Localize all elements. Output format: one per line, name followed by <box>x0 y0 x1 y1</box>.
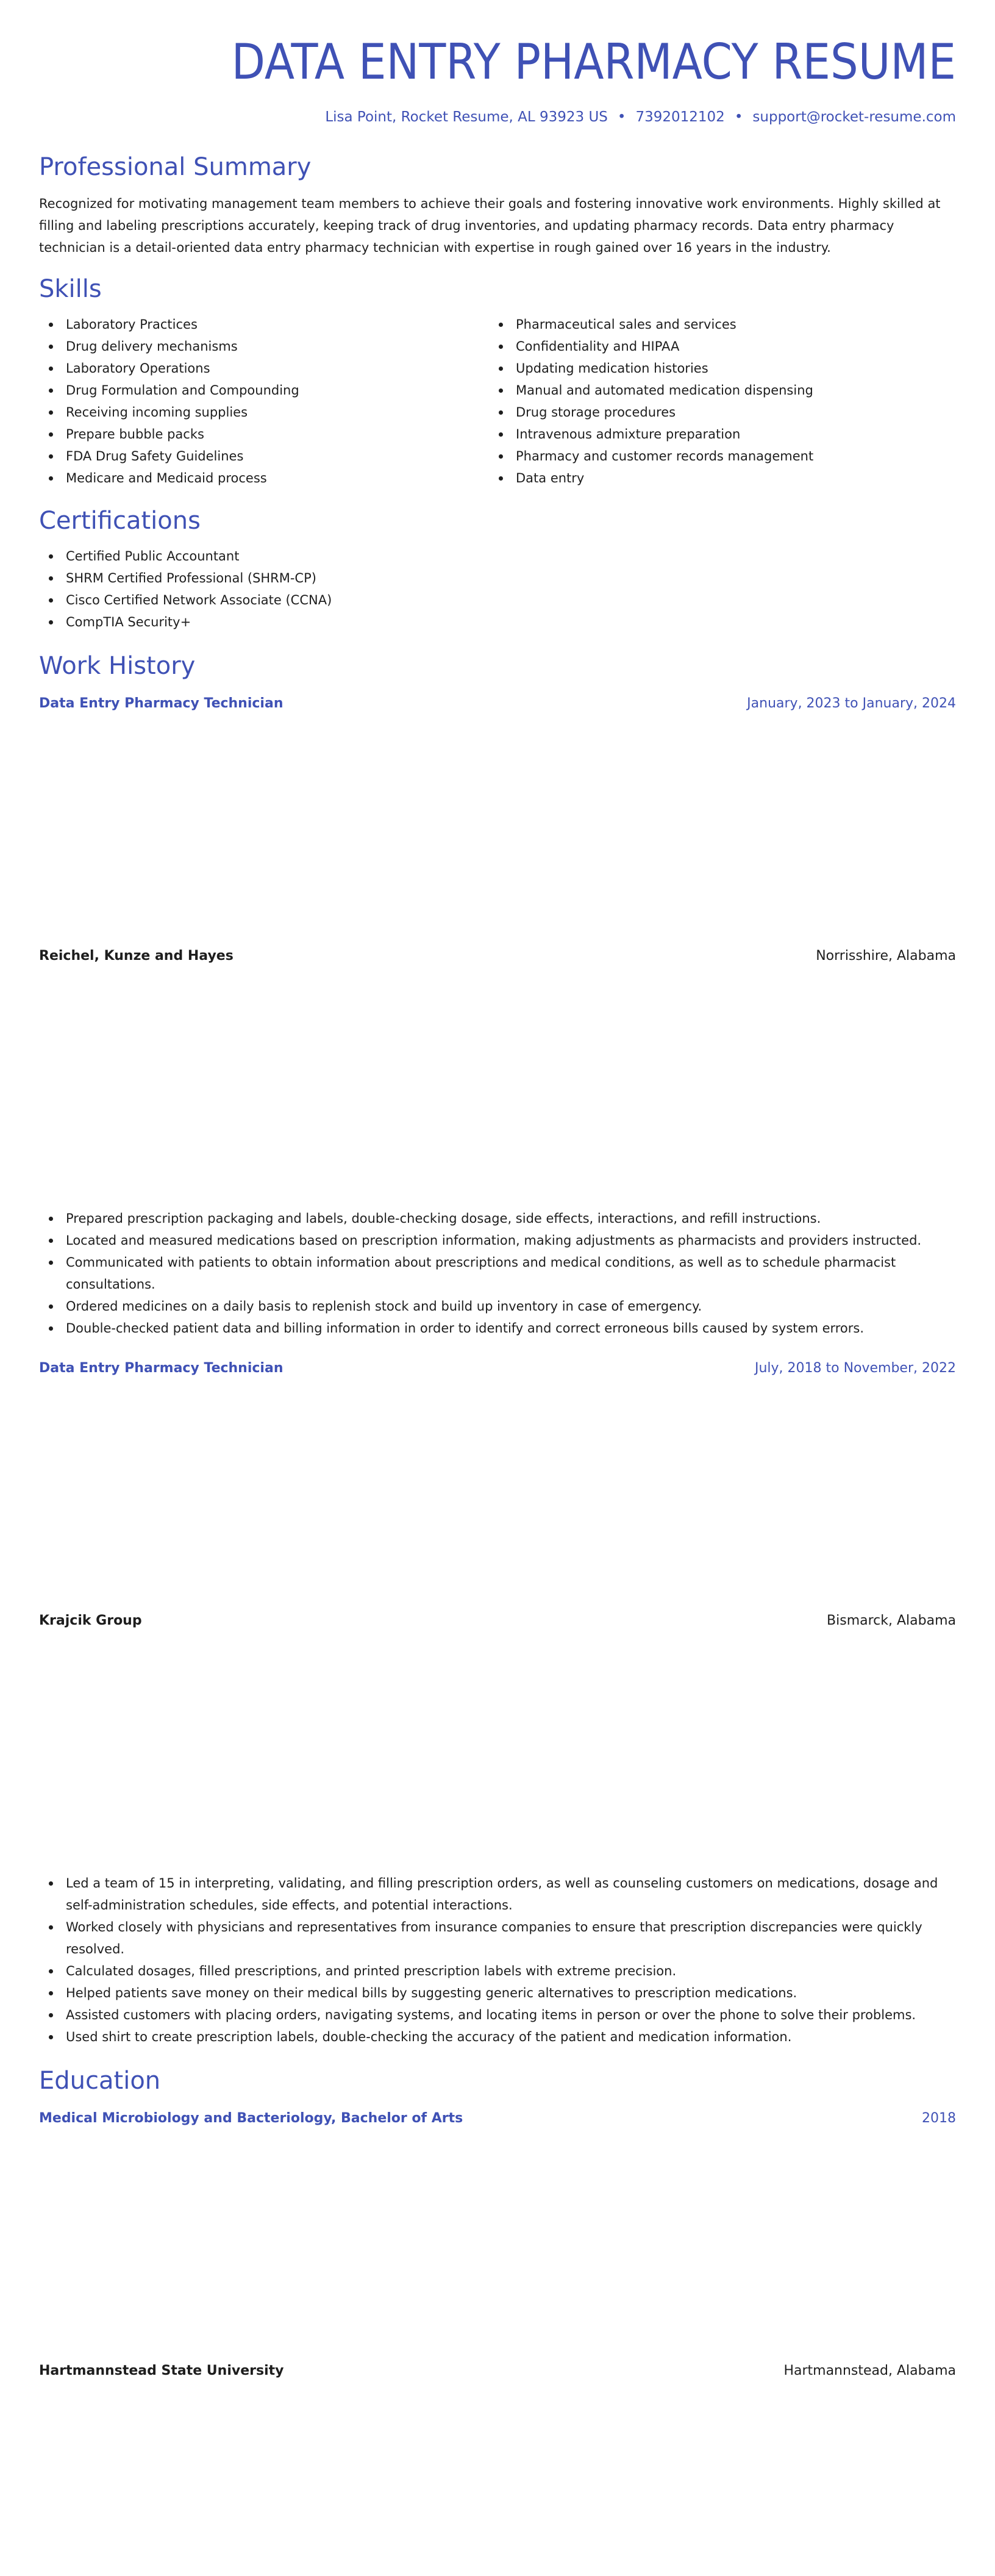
job-location: Bismarck, Alabama <box>827 1613 956 1628</box>
skill-item: Pharmaceutical sales and services <box>489 313 939 335</box>
skill-item: Confidentiality and HIPAA <box>489 335 939 357</box>
certification-item: SHRM Certified Professional (SHRM-CP) <box>39 567 956 589</box>
skill-item: Prepare bubble packs <box>39 423 489 445</box>
skills-heading: Skills <box>39 275 102 303</box>
education-school: Hartmannstead State University <box>39 2363 284 2378</box>
education-school-row <box>39 2130 956 2576</box>
job-bullet: Ordered medicines on a daily basis to replenish stock and build up inventory in case of emergency. <box>39 1295 956 1317</box>
job-company-row <box>39 715 956 1198</box>
skill-item: Laboratory Operations <box>39 357 489 379</box>
skills-column-left <box>39 313 489 489</box>
job-company: Reichel, Kunze and Hayes <box>39 948 234 964</box>
job-location: Norrisshire, Alabama <box>816 948 956 964</box>
job-bullet: Used shirt to create prescription labels, double-checking the accuracy of the patient and medication information. <box>39 2026 956 2048</box>
summary-heading: Professional Summary <box>39 153 312 181</box>
skill-item: Receiving incoming supplies <box>39 401 489 423</box>
job-bullet: Calculated dosages, filled prescriptions, and printed prescription labels with extreme precision. <box>39 1960 956 1982</box>
skill-item: Drug delivery mechanisms <box>39 335 489 357</box>
job-bullet: Worked closely with physicians and representatives from insurance companies to ensure that prescription discrepancies were quickly resolved. <box>39 1916 956 1960</box>
education-heading: Education <box>39 2067 161 2095</box>
education-degree-row <box>39 2108 956 2130</box>
job-company-row <box>39 1379 956 1862</box>
skill-item: FDA Drug Safety Guidelines <box>39 445 489 467</box>
education-entry <box>39 2108 956 2576</box>
skill-item: Manual and automated medication dispensing <box>489 379 939 401</box>
education-degree: Medical Microbiology and Bacteriology, Bachelor of Arts <box>39 2111 463 2126</box>
job-header-row <box>39 693 956 715</box>
job-bullet: Assisted customers with placing orders, navigating systems, and locating items in person or over the phone to solve their problems. <box>39 2004 956 2026</box>
job-bullet: Double-checked patient data and billing information in order to identify and correct erroneous bills caused by system errors. <box>39 1317 956 1339</box>
job-entry <box>39 1358 956 2048</box>
skill-item: Intravenous admixture preparation <box>489 423 939 445</box>
job-bullet: Helped patients save money on their medical bills by suggesting generic alternatives to prescription medications. <box>39 1982 956 2004</box>
skill-item: Data entry <box>489 467 939 489</box>
certifications-heading: Certifications <box>39 507 201 535</box>
job-bullet: Communicated with patients to obtain information about prescriptions and medical conditions, as well as to schedule pharmacist consultations. <box>39 1251 956 1295</box>
skill-item: Laboratory Practices <box>39 313 489 335</box>
job-bullet: Located and measured medications based on prescription information, making adjustments as pharmacists and providers instructed. <box>39 1229 956 1251</box>
job-entry <box>39 693 956 1339</box>
job-dates: July, 2018 to November, 2022 <box>754 1361 956 1376</box>
job-dates: January, 2023 to January, 2024 <box>747 696 956 711</box>
certification-item: CompTIA Security+ <box>39 611 956 633</box>
contact-email[interactable]: support@rocket-resume.com <box>752 109 956 125</box>
job-title: Data Entry Pharmacy Technician <box>39 1361 284 1376</box>
skill-item: Drug Formulation and Compounding <box>39 379 489 401</box>
certifications-list <box>39 545 956 633</box>
contact-phone[interactable]: 7392012102 <box>635 109 725 125</box>
resume-title: DATA ENTRY PHARMACY RESUME <box>231 34 956 90</box>
contact-separator: • <box>617 109 626 125</box>
work-history-heading: Work History <box>39 652 196 680</box>
job-bullets <box>39 1208 956 1339</box>
contact-address: Lisa Point, Rocket Resume, AL 93923 US <box>325 109 608 125</box>
skill-item: Updating medication histories <box>489 357 939 379</box>
skill-item: Drug storage procedures <box>489 401 939 423</box>
job-bullets <box>39 1872 956 2048</box>
job-company: Krajcik Group <box>39 1613 142 1628</box>
certification-item: Cisco Certified Network Associate (CCNA) <box>39 589 956 611</box>
certification-item: Certified Public Accountant <box>39 545 956 567</box>
education-year: 2018 <box>922 2111 956 2126</box>
skill-item: Pharmacy and customer records management <box>489 445 939 467</box>
job-title: Data Entry Pharmacy Technician <box>39 696 284 711</box>
job-bullet: Led a team of 15 in interpreting, validating, and filling prescription orders, as well as counseling customers on medications, dosage and self-administration schedules, side effects, and potential interactions. <box>39 1872 956 1916</box>
contact-line <box>39 107 956 127</box>
summary-text: Recognized for motivating management team members to achieve their goals and fostering innovative work environments. Highly skilled at filling and labeling prescriptions accurately, keeping track of drug inventories, and updating pharmacy records. Data entry pharmacy technician is a detail-oriented data entry pharmacy technician with expertise in rough gained over 16 years in the industry. <box>39 196 941 255</box>
job-bullet: Prepared prescription packaging and labels, double-checking dosage, side effects, interactions, and refill instructions. <box>39 1208 956 1229</box>
skills-list <box>39 313 956 489</box>
education-location: Hartmannstead, Alabama <box>783 2363 956 2378</box>
contact-separator: • <box>734 109 743 125</box>
skills-column-right <box>489 313 939 489</box>
skill-item: Medicare and Medicaid process <box>39 467 489 489</box>
job-header-row <box>39 1358 956 1379</box>
